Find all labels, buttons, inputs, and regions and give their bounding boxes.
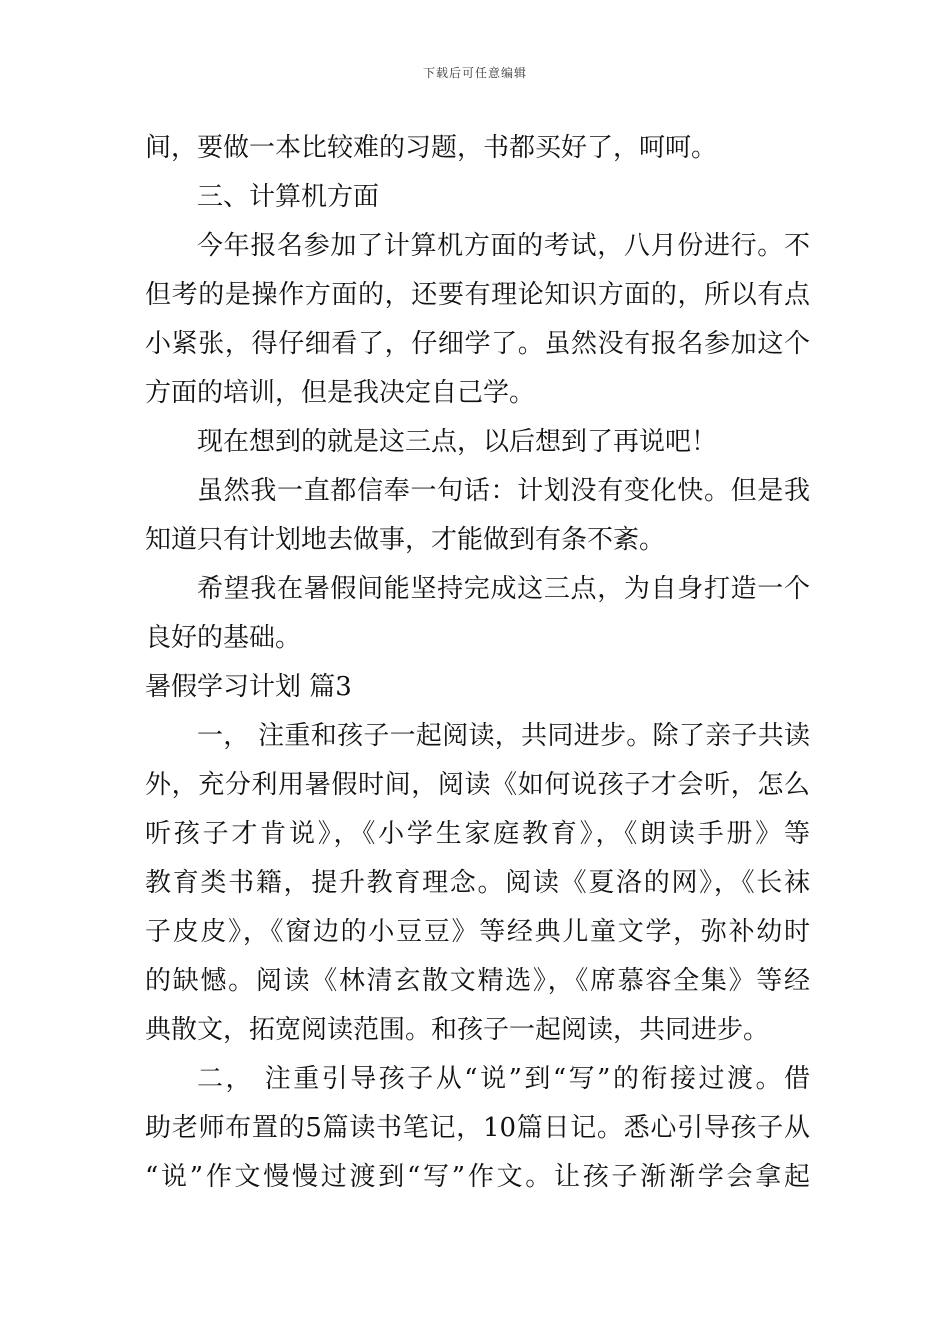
text-line: 希望我在暑假间能坚持完成这三点，为自身打造一个 — [197, 574, 810, 604]
text-line: 一， 注重和孩子一起阅读，共同进步。除了亲子共读 — [197, 721, 810, 751]
article-title: 暑假学习计划 篇3 — [145, 672, 352, 702]
section-heading: 三、计算机方面 — [197, 182, 380, 212]
text-line: 助老师布置的5篇读书笔记，10篇日记。悉心引导孩子从 — [145, 1113, 810, 1143]
text-line: 良好的基础。 — [145, 623, 302, 653]
text-line: 典散文，拓宽阅读范围。和孩子一起阅读，共同进步。 — [145, 1015, 770, 1045]
text-line: 外，充分利用暑假时间，阅读《如何说孩子才会听，怎么 — [145, 770, 810, 800]
text-line: 今年报名参加了计算机方面的考试，八月份进行。不 — [197, 231, 810, 261]
text-line: 间，要做一本比较难的习题，书都买好了，呵呵。 — [145, 133, 718, 163]
text-line: 方面的培训，但是我决定自己学。 — [145, 378, 536, 408]
text-line: 现在想到的就是这三点，以后想到了再说吧！ — [197, 427, 718, 457]
text-line: “说”作文慢慢过渡到“写”作文。让孩子渐渐学会拿起 — [145, 1162, 810, 1192]
text-line: 小紧张，得仔细看了，仔细学了。虽然没有报名参加这个 — [145, 329, 810, 359]
text-line: 虽然我一直都信奉一句话：计划没有变化快。但是我 — [197, 476, 810, 506]
text-line: 的缺憾。阅读《林清玄散文精选》，《席慕容全集》等经 — [145, 966, 810, 996]
text-line: 教育类书籍，提升教育理念。阅读《夏洛的网》，《长袜 — [145, 868, 810, 898]
text-line: 二， 注重引导孩子从“说”到“写”的衔接过渡。借 — [197, 1064, 810, 1094]
text-line: 知道只有计划地去做事，才能做到有条不紊。 — [145, 525, 666, 555]
text-line: 听孩子才肯说》，《小学生家庭教育》，《朗读手册》等 — [145, 819, 810, 849]
text-line: 子皮皮》，《窗边的小豆豆》等经典儿童文学，弥补幼时 — [145, 917, 810, 947]
document-body — [145, 124, 810, 1202]
text-line: 但考的是操作方面的，还要有理论知识方面的，所以有点 — [145, 280, 810, 310]
page-header: 下载后可任意编辑 — [422, 66, 527, 80]
